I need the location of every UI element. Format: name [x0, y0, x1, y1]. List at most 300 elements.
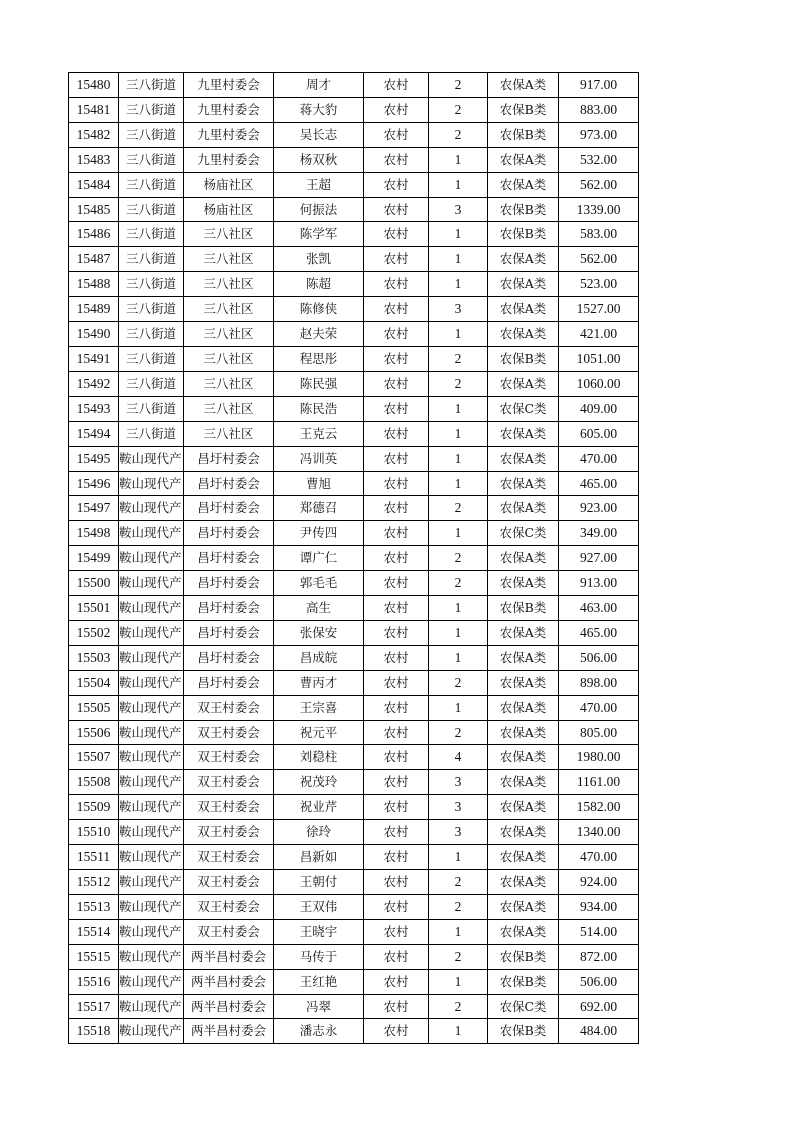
cell-community: 两半昌村委会 — [184, 1019, 274, 1044]
cell-street: 鞍山现代产 — [119, 894, 184, 919]
cell-street: 鞍山现代产 — [119, 521, 184, 546]
cell-household-type: 农村 — [364, 670, 429, 695]
cell-street: 三八街道 — [119, 421, 184, 446]
cell-amount: 924.00 — [559, 870, 639, 895]
cell-amount: 927.00 — [559, 546, 639, 571]
table-row — [69, 969, 639, 994]
cell-community: 双王村委会 — [184, 820, 274, 845]
cell-name: 张凯 — [274, 247, 364, 272]
cell-street: 鞍山现代产 — [119, 919, 184, 944]
cell-household-type: 农村 — [364, 820, 429, 845]
table-row — [69, 297, 639, 322]
cell-street: 三八街道 — [119, 172, 184, 197]
cell-member-count: 1 — [429, 969, 488, 994]
table-row — [69, 745, 639, 770]
cell-row-id: 15500 — [69, 571, 119, 596]
cell-member-count: 2 — [429, 97, 488, 122]
cell-name: 陈民浩 — [274, 396, 364, 421]
cell-row-id: 15489 — [69, 297, 119, 322]
cell-household-type: 农村 — [364, 371, 429, 396]
table-row — [69, 272, 639, 297]
cell-community: 昌圩村委会 — [184, 670, 274, 695]
cell-household-type: 农村 — [364, 1019, 429, 1044]
cell-amount: 1339.00 — [559, 197, 639, 222]
table-row — [69, 596, 639, 621]
cell-community: 双王村委会 — [184, 695, 274, 720]
cell-member-count: 1 — [429, 645, 488, 670]
cell-row-id: 15486 — [69, 222, 119, 247]
cell-household-type: 农村 — [364, 222, 429, 247]
table-row — [69, 894, 639, 919]
cell-street: 三八街道 — [119, 346, 184, 371]
cell-amount: 583.00 — [559, 222, 639, 247]
cell-community: 两半昌村委会 — [184, 969, 274, 994]
cell-household-type: 农村 — [364, 720, 429, 745]
cell-street: 三八街道 — [119, 396, 184, 421]
cell-street: 鞍山现代产 — [119, 820, 184, 845]
cell-name: 尹传四 — [274, 521, 364, 546]
cell-insurance-class: 农保C类 — [488, 521, 559, 546]
cell-street: 鞍山现代产 — [119, 720, 184, 745]
cell-member-count: 1 — [429, 172, 488, 197]
cell-amount: 1340.00 — [559, 820, 639, 845]
table-row — [69, 222, 639, 247]
cell-household-type: 农村 — [364, 73, 429, 98]
cell-insurance-class: 农保A类 — [488, 894, 559, 919]
table-row — [69, 247, 639, 272]
table-row — [69, 371, 639, 396]
table-row — [69, 620, 639, 645]
cell-insurance-class: 农保C类 — [488, 994, 559, 1019]
cell-community: 三八社区 — [184, 371, 274, 396]
cell-household-type: 农村 — [364, 845, 429, 870]
cell-street: 鞍山现代产 — [119, 546, 184, 571]
cell-community: 昌圩村委会 — [184, 521, 274, 546]
cell-row-id: 15494 — [69, 421, 119, 446]
cell-name: 祝元平 — [274, 720, 364, 745]
cell-member-count: 1 — [429, 919, 488, 944]
cell-member-count: 1 — [429, 1019, 488, 1044]
table-row — [69, 346, 639, 371]
cell-amount: 465.00 — [559, 471, 639, 496]
cell-community: 三八社区 — [184, 396, 274, 421]
cell-amount: 562.00 — [559, 247, 639, 272]
cell-household-type: 农村 — [364, 147, 429, 172]
cell-amount: 523.00 — [559, 272, 639, 297]
cell-insurance-class: 农保B类 — [488, 969, 559, 994]
cell-street: 鞍山现代产 — [119, 471, 184, 496]
cell-member-count: 3 — [429, 297, 488, 322]
cell-insurance-class: 农保A类 — [488, 919, 559, 944]
cell-name: 曹丙才 — [274, 670, 364, 695]
table-row — [69, 496, 639, 521]
cell-household-type: 农村 — [364, 994, 429, 1019]
cell-row-id: 15516 — [69, 969, 119, 994]
cell-amount: 470.00 — [559, 446, 639, 471]
cell-community: 两半昌村委会 — [184, 994, 274, 1019]
cell-member-count: 2 — [429, 571, 488, 596]
table-row — [69, 122, 639, 147]
cell-row-id: 15493 — [69, 396, 119, 421]
cell-row-id: 15513 — [69, 894, 119, 919]
cell-name: 冯训英 — [274, 446, 364, 471]
cell-row-id: 15497 — [69, 496, 119, 521]
cell-row-id: 15482 — [69, 122, 119, 147]
cell-community: 九里村委会 — [184, 73, 274, 98]
table-row — [69, 845, 639, 870]
cell-member-count: 2 — [429, 371, 488, 396]
cell-community: 三八社区 — [184, 322, 274, 347]
cell-community: 昌圩村委会 — [184, 596, 274, 621]
cell-name: 高生 — [274, 596, 364, 621]
cell-community: 昌圩村委会 — [184, 571, 274, 596]
cell-row-id: 15487 — [69, 247, 119, 272]
cell-amount: 470.00 — [559, 845, 639, 870]
cell-insurance-class: 农保A类 — [488, 496, 559, 521]
cell-community: 双王村委会 — [184, 720, 274, 745]
cell-household-type: 农村 — [364, 546, 429, 571]
cell-insurance-class: 农保B类 — [488, 222, 559, 247]
cell-community: 九里村委会 — [184, 122, 274, 147]
cell-community: 杨庙社区 — [184, 172, 274, 197]
cell-member-count: 1 — [429, 222, 488, 247]
cell-household-type: 农村 — [364, 272, 429, 297]
cell-member-count: 2 — [429, 944, 488, 969]
cell-amount: 562.00 — [559, 172, 639, 197]
cell-member-count: 1 — [429, 322, 488, 347]
cell-street: 三八街道 — [119, 297, 184, 322]
cell-household-type: 农村 — [364, 894, 429, 919]
cell-member-count: 2 — [429, 870, 488, 895]
cell-name: 徐玲 — [274, 820, 364, 845]
cell-household-type: 农村 — [364, 446, 429, 471]
table-row — [69, 521, 639, 546]
cell-community: 杨庙社区 — [184, 197, 274, 222]
cell-street: 鞍山现代产 — [119, 845, 184, 870]
cell-name: 陈修侠 — [274, 297, 364, 322]
cell-row-id: 15496 — [69, 471, 119, 496]
cell-community: 昌圩村委会 — [184, 446, 274, 471]
table-row — [69, 645, 639, 670]
table-row — [69, 795, 639, 820]
cell-community: 昌圩村委会 — [184, 620, 274, 645]
cell-household-type: 农村 — [364, 421, 429, 446]
cell-row-id: 15481 — [69, 97, 119, 122]
cell-member-count: 4 — [429, 745, 488, 770]
cell-name: 曹旭 — [274, 471, 364, 496]
cell-amount: 872.00 — [559, 944, 639, 969]
cell-row-id: 15498 — [69, 521, 119, 546]
cell-name: 蒋大豹 — [274, 97, 364, 122]
cell-insurance-class: 农保A类 — [488, 446, 559, 471]
cell-household-type: 农村 — [364, 521, 429, 546]
cell-street: 三八街道 — [119, 197, 184, 222]
cell-street: 鞍山现代产 — [119, 645, 184, 670]
cell-insurance-class: 农保A类 — [488, 371, 559, 396]
cell-name: 王双伟 — [274, 894, 364, 919]
cell-amount: 1060.00 — [559, 371, 639, 396]
cell-row-id: 15495 — [69, 446, 119, 471]
cell-insurance-class: 农保A类 — [488, 845, 559, 870]
table-row — [69, 147, 639, 172]
cell-household-type: 农村 — [364, 620, 429, 645]
cell-household-type: 农村 — [364, 695, 429, 720]
cell-street: 鞍山现代产 — [119, 969, 184, 994]
table-row — [69, 994, 639, 1019]
cell-street: 鞍山现代产 — [119, 944, 184, 969]
cell-amount: 1527.00 — [559, 297, 639, 322]
cell-name: 张保安 — [274, 620, 364, 645]
cell-amount: 1161.00 — [559, 770, 639, 795]
table-row — [69, 571, 639, 596]
table-row — [69, 720, 639, 745]
cell-household-type: 农村 — [364, 596, 429, 621]
cell-community: 九里村委会 — [184, 97, 274, 122]
cell-community: 双王村委会 — [184, 845, 274, 870]
cell-member-count: 1 — [429, 247, 488, 272]
cell-member-count: 2 — [429, 496, 488, 521]
cell-row-id: 15483 — [69, 147, 119, 172]
cell-amount: 465.00 — [559, 620, 639, 645]
cell-name: 王超 — [274, 172, 364, 197]
cell-amount: 463.00 — [559, 596, 639, 621]
cell-row-id: 15512 — [69, 870, 119, 895]
cell-amount: 692.00 — [559, 994, 639, 1019]
cell-row-id: 15505 — [69, 695, 119, 720]
cell-household-type: 农村 — [364, 571, 429, 596]
cell-community: 昌圩村委会 — [184, 496, 274, 521]
cell-amount: 506.00 — [559, 645, 639, 670]
cell-household-type: 农村 — [364, 97, 429, 122]
cell-street: 三八街道 — [119, 97, 184, 122]
cell-amount: 973.00 — [559, 122, 639, 147]
cell-household-type: 农村 — [364, 944, 429, 969]
cell-amount: 506.00 — [559, 969, 639, 994]
cell-row-id: 15499 — [69, 546, 119, 571]
cell-member-count: 2 — [429, 346, 488, 371]
cell-member-count: 2 — [429, 122, 488, 147]
table-row — [69, 670, 639, 695]
cell-member-count: 3 — [429, 820, 488, 845]
cell-amount: 923.00 — [559, 496, 639, 521]
cell-community: 双王村委会 — [184, 919, 274, 944]
cell-street: 三八街道 — [119, 272, 184, 297]
cell-name: 郭毛毛 — [274, 571, 364, 596]
cell-amount: 1582.00 — [559, 795, 639, 820]
cell-amount: 805.00 — [559, 720, 639, 745]
cell-insurance-class: 农保A类 — [488, 745, 559, 770]
cell-name: 吴长志 — [274, 122, 364, 147]
cell-street: 鞍山现代产 — [119, 994, 184, 1019]
cell-community: 三八社区 — [184, 222, 274, 247]
cell-street: 鞍山现代产 — [119, 745, 184, 770]
cell-street: 鞍山现代产 — [119, 571, 184, 596]
cell-community: 九里村委会 — [184, 147, 274, 172]
cell-name: 郑德召 — [274, 496, 364, 521]
table-row — [69, 97, 639, 122]
cell-household-type: 农村 — [364, 297, 429, 322]
cell-row-id: 15504 — [69, 670, 119, 695]
cell-row-id: 15502 — [69, 620, 119, 645]
table-row — [69, 322, 639, 347]
cell-member-count: 1 — [429, 845, 488, 870]
cell-row-id: 15491 — [69, 346, 119, 371]
cell-household-type: 农村 — [364, 745, 429, 770]
cell-community: 三八社区 — [184, 346, 274, 371]
cell-member-count: 1 — [429, 471, 488, 496]
cell-household-type: 农村 — [364, 322, 429, 347]
cell-name: 陈学军 — [274, 222, 364, 247]
cell-household-type: 农村 — [364, 795, 429, 820]
cell-member-count: 2 — [429, 894, 488, 919]
cell-member-count: 1 — [429, 147, 488, 172]
cell-amount: 532.00 — [559, 147, 639, 172]
cell-amount: 349.00 — [559, 521, 639, 546]
cell-street: 三八街道 — [119, 322, 184, 347]
cell-insurance-class: 农保A类 — [488, 546, 559, 571]
cell-community: 昌圩村委会 — [184, 546, 274, 571]
cell-amount: 421.00 — [559, 322, 639, 347]
cell-row-id: 15485 — [69, 197, 119, 222]
table-row — [69, 870, 639, 895]
cell-community: 双王村委会 — [184, 894, 274, 919]
cell-insurance-class: 农保A类 — [488, 147, 559, 172]
cell-community: 昌圩村委会 — [184, 471, 274, 496]
table-row — [69, 446, 639, 471]
cell-member-count: 1 — [429, 421, 488, 446]
cell-row-id: 15507 — [69, 745, 119, 770]
cell-member-count: 1 — [429, 446, 488, 471]
cell-insurance-class: 农保A类 — [488, 272, 559, 297]
cell-community: 两半昌村委会 — [184, 944, 274, 969]
cell-household-type: 农村 — [364, 122, 429, 147]
cell-member-count: 1 — [429, 695, 488, 720]
cell-name: 陈民强 — [274, 371, 364, 396]
cell-street: 鞍山现代产 — [119, 496, 184, 521]
cell-name: 昌成皖 — [274, 645, 364, 670]
cell-street: 鞍山现代产 — [119, 620, 184, 645]
cell-street: 鞍山现代产 — [119, 795, 184, 820]
cell-name: 周才 — [274, 73, 364, 98]
cell-insurance-class: 农保A类 — [488, 571, 559, 596]
cell-member-count: 1 — [429, 396, 488, 421]
cell-insurance-class: 农保B类 — [488, 1019, 559, 1044]
cell-row-id: 15514 — [69, 919, 119, 944]
table-row — [69, 770, 639, 795]
cell-street: 鞍山现代产 — [119, 870, 184, 895]
cell-insurance-class: 农保A类 — [488, 247, 559, 272]
table-row — [69, 1019, 639, 1044]
table-row — [69, 695, 639, 720]
cell-insurance-class: 农保A类 — [488, 645, 559, 670]
cell-street: 鞍山现代产 — [119, 770, 184, 795]
table-row — [69, 944, 639, 969]
cell-community: 三八社区 — [184, 297, 274, 322]
cell-row-id: 15503 — [69, 645, 119, 670]
cell-row-id: 15515 — [69, 944, 119, 969]
cell-amount: 470.00 — [559, 695, 639, 720]
cell-street: 三八街道 — [119, 371, 184, 396]
cell-insurance-class: 农保B类 — [488, 97, 559, 122]
cell-member-count: 1 — [429, 596, 488, 621]
table-row — [69, 73, 639, 98]
cell-household-type: 农村 — [364, 346, 429, 371]
table-row — [69, 172, 639, 197]
cell-amount: 934.00 — [559, 894, 639, 919]
cell-street: 鞍山现代产 — [119, 446, 184, 471]
cell-insurance-class: 农保B类 — [488, 596, 559, 621]
cell-name: 昌新如 — [274, 845, 364, 870]
cell-row-id: 15501 — [69, 596, 119, 621]
cell-name: 王克云 — [274, 421, 364, 446]
cell-member-count: 2 — [429, 720, 488, 745]
cell-member-count: 1 — [429, 272, 488, 297]
cell-household-type: 农村 — [364, 919, 429, 944]
cell-community: 双王村委会 — [184, 795, 274, 820]
cell-row-id: 15484 — [69, 172, 119, 197]
cell-member-count: 3 — [429, 197, 488, 222]
cell-insurance-class: 农保A类 — [488, 322, 559, 347]
cell-community: 双王村委会 — [184, 870, 274, 895]
cell-row-id: 15490 — [69, 322, 119, 347]
cell-household-type: 农村 — [364, 870, 429, 895]
cell-name: 冯翠 — [274, 994, 364, 1019]
table-row — [69, 421, 639, 446]
cell-name: 王宗喜 — [274, 695, 364, 720]
cell-community: 双王村委会 — [184, 770, 274, 795]
cell-name: 何振法 — [274, 197, 364, 222]
cell-name: 王红艳 — [274, 969, 364, 994]
cell-name: 王晓宇 — [274, 919, 364, 944]
cell-insurance-class: 农保A类 — [488, 795, 559, 820]
cell-household-type: 农村 — [364, 645, 429, 670]
cell-name: 马传于 — [274, 944, 364, 969]
cell-name: 赵夫荣 — [274, 322, 364, 347]
cell-name: 陈超 — [274, 272, 364, 297]
cell-name: 程思彤 — [274, 346, 364, 371]
cell-insurance-class: 农保A类 — [488, 770, 559, 795]
cell-row-id: 15480 — [69, 73, 119, 98]
cell-insurance-class: 农保A类 — [488, 820, 559, 845]
table-row — [69, 396, 639, 421]
cell-community: 三八社区 — [184, 247, 274, 272]
cell-name: 王朝付 — [274, 870, 364, 895]
cell-member-count: 2 — [429, 73, 488, 98]
cell-name: 谭广仁 — [274, 546, 364, 571]
cell-household-type: 农村 — [364, 396, 429, 421]
cell-amount: 605.00 — [559, 421, 639, 446]
cell-community: 三八社区 — [184, 272, 274, 297]
cell-amount: 1051.00 — [559, 346, 639, 371]
cell-street: 鞍山现代产 — [119, 1019, 184, 1044]
cell-household-type: 农村 — [364, 471, 429, 496]
cell-street: 鞍山现代产 — [119, 670, 184, 695]
cell-amount: 484.00 — [559, 1019, 639, 1044]
cell-name: 杨双秋 — [274, 147, 364, 172]
cell-insurance-class: 农保A类 — [488, 73, 559, 98]
cell-insurance-class: 农保A类 — [488, 670, 559, 695]
table-row — [69, 820, 639, 845]
cell-household-type: 农村 — [364, 197, 429, 222]
cell-row-id: 15492 — [69, 371, 119, 396]
cell-row-id: 15508 — [69, 770, 119, 795]
cell-street: 三八街道 — [119, 222, 184, 247]
table-row — [69, 471, 639, 496]
cell-amount: 917.00 — [559, 73, 639, 98]
cell-insurance-class: 农保A类 — [488, 172, 559, 197]
cell-name: 潘志永 — [274, 1019, 364, 1044]
cell-amount: 1980.00 — [559, 745, 639, 770]
